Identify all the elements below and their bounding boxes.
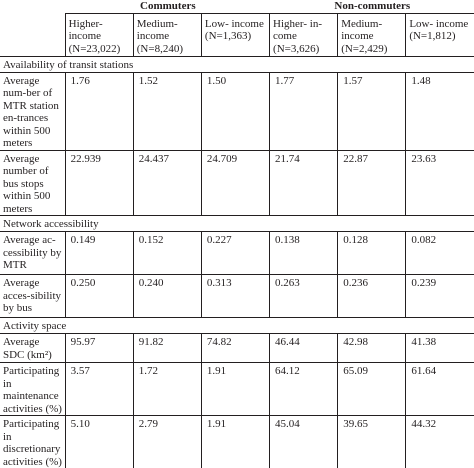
table-cell: 5.10 [65, 416, 133, 468]
row-label: Average num-ber of MTR station en-trances within 500 meters [0, 72, 65, 150]
table-cell: 0.239 [406, 275, 474, 318]
row-label: Participating in maintenance activities (%) [0, 363, 65, 416]
table-cell: 91.82 [133, 334, 201, 363]
table-cell: 64.12 [270, 363, 338, 416]
column-header: Low- income (N=1,363) [201, 13, 269, 56]
table-cell: 1.48 [406, 72, 474, 150]
section-row [0, 216, 474, 232]
row-label: Average acces-sibility by bus [0, 275, 65, 318]
table-cell: 45.04 [270, 416, 338, 468]
corner-cell [0, 0, 65, 13]
table-cell: 1.91 [201, 416, 269, 468]
section-title: Activity space [0, 318, 474, 334]
table-cell: 0.227 [201, 232, 269, 275]
table-cell: 1.52 [133, 72, 201, 150]
column-header: Higher-income (N=23,022) [65, 13, 133, 56]
table-row [0, 363, 474, 416]
row-label: Average ac-cessibility by MTR [0, 232, 65, 275]
corner-cell [0, 13, 65, 56]
section-row [0, 318, 474, 334]
row-label: Average SDC (km²) [0, 334, 65, 363]
section-row [0, 56, 474, 72]
table-cell: 61.64 [406, 363, 474, 416]
table-row [0, 275, 474, 318]
table-cell: 1.91 [201, 363, 269, 416]
column-header-row [0, 13, 474, 56]
table-cell: 0.250 [65, 275, 133, 318]
table-cell: 0.082 [406, 232, 474, 275]
table-cell: 0.138 [270, 232, 338, 275]
table-cell: 0.240 [133, 275, 201, 318]
column-header: Low- income (N=1,812) [406, 13, 474, 56]
table-cell: 41.38 [406, 334, 474, 363]
table-cell: 1.77 [270, 72, 338, 150]
table-row [0, 416, 474, 468]
table-cell: 74.82 [201, 334, 269, 363]
column-header: Higher- in-come (N=3,626) [270, 13, 338, 56]
group-header-non-commuters: Non-commuters [270, 0, 474, 13]
group-header-commuters: Commuters [65, 0, 269, 13]
column-header: Medium-income (N=2,429) [338, 13, 406, 56]
table-cell: 42.98 [338, 334, 406, 363]
row-label: Average number of bus stops within 500 meters [0, 150, 65, 216]
section-title: Availability of transit stations [0, 56, 474, 72]
table-cell: 65.09 [338, 363, 406, 416]
table-cell: 95.97 [65, 334, 133, 363]
column-header: Medium-income (N=8,240) [133, 13, 201, 56]
table-cell: 0.149 [65, 232, 133, 275]
table-cell: 1.50 [201, 72, 269, 150]
table-cell: 0.313 [201, 275, 269, 318]
table-cell: 1.76 [65, 72, 133, 150]
table-cell: 46.44 [270, 334, 338, 363]
group-header-row [0, 0, 474, 13]
table-cell: 24.437 [133, 150, 201, 216]
table-row [0, 232, 474, 275]
table-cell: 0.128 [338, 232, 406, 275]
table-cell: 21.74 [270, 150, 338, 216]
table-cell: 23.63 [406, 150, 474, 216]
table-cell: 24.709 [201, 150, 269, 216]
table-cell: 2.79 [133, 416, 201, 468]
table-row [0, 150, 474, 216]
table-cell: 1.57 [338, 72, 406, 150]
table-cell: 0.152 [133, 232, 201, 275]
table-cell: 0.236 [338, 275, 406, 318]
table-cell: 1.72 [133, 363, 201, 416]
section-title: Network accessibility [0, 216, 474, 232]
table-cell: 0.263 [270, 275, 338, 318]
table-cell: 3.57 [65, 363, 133, 416]
table-row [0, 334, 474, 363]
table-row [0, 72, 474, 150]
row-label: Participating in discretionary activities (%) [0, 416, 65, 468]
table-cell: 39.65 [338, 416, 406, 468]
table-cell: 44.32 [406, 416, 474, 468]
table-cell: 22.939 [65, 150, 133, 216]
table-cell: 22.87 [338, 150, 406, 216]
